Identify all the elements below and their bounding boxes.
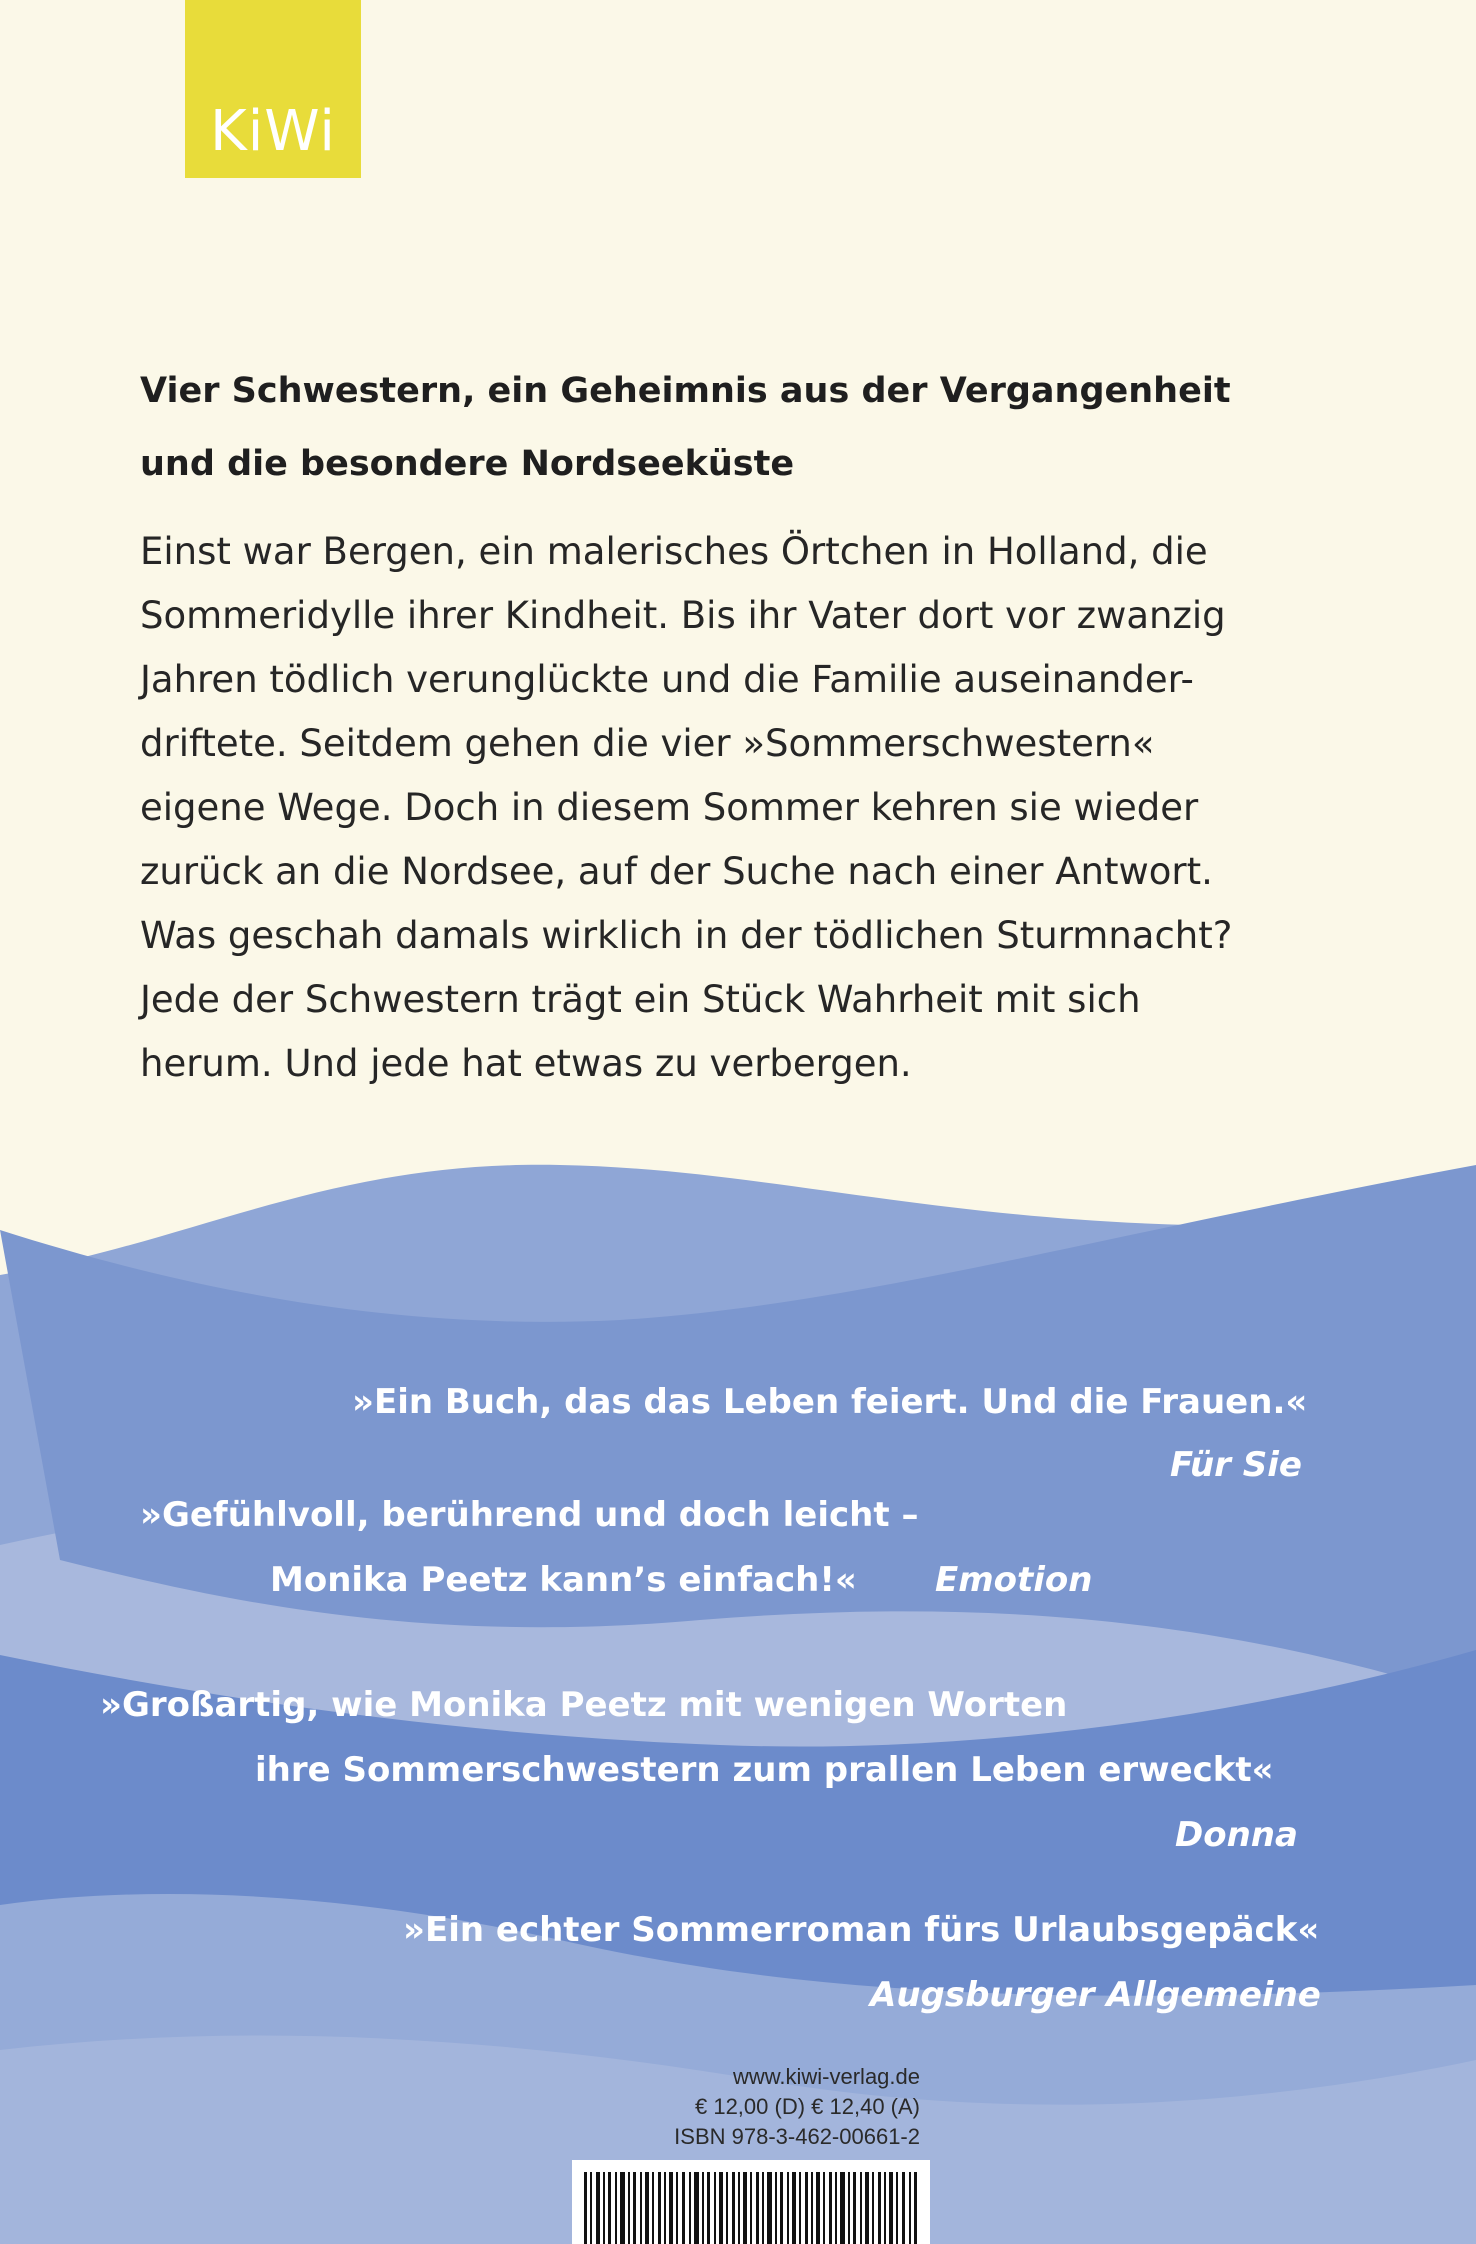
quote-source-fuer-sie: Für Sie: [1170, 1445, 1302, 1485]
blurb-line: driftete. Seitdem gehen die vier »Sommerschwestern«: [140, 722, 1155, 765]
quote-emotion-line1: »Gefühlvoll, berührend und doch leicht –: [140, 1495, 919, 1535]
headline-line: und die besondere Nordseeküste: [140, 444, 795, 484]
blurb-line: Jahren tödlich verunglückte und die Familie auseinander-: [140, 658, 1194, 701]
blurb-line: Jede der Schwestern trägt ein Stück Wahrheit mit sich: [140, 978, 1141, 1021]
blurb: [140, 520, 1360, 1096]
quote-fuer-sie: »Ein Buch, das das Leben feiert. Und die Frauen.«: [352, 1382, 1308, 1422]
barcode: [572, 2160, 930, 2244]
quote-donna-line2: ihre Sommerschwestern zum prallen Leben erweckt«: [255, 1750, 1274, 1790]
publisher-price: € 12,00 (D) € 12,40 (A): [694, 2094, 920, 2119]
blurb-line: Was geschah damals wirklich in der tödlichen Sturmnacht?: [140, 914, 1233, 957]
blurb-line: Sommeridylle ihrer Kindheit. Bis ihr Vater dort vor zwanzig: [140, 594, 1226, 637]
blurb-line: zurück an die Nordsee, auf der Suche nach einer Antwort.: [140, 850, 1213, 893]
quote-augsburger: »Ein echter Sommerroman fürs Urlaubsgepäck«: [403, 1910, 1320, 1950]
kiwi-logo: KiWi: [185, 0, 361, 178]
headline: [140, 355, 1340, 501]
publisher-url: www.kiwi-verlag.de: [732, 2064, 920, 2089]
blurb-line: Einst war Bergen, ein malerisches Örtchen in Holland, die: [140, 530, 1208, 573]
barcode-bars: [572, 2160, 930, 2244]
quote-source-donna: Donna: [1175, 1815, 1298, 1855]
quote-source-emotion: Emotion: [935, 1560, 1093, 1600]
headline-line: Vier Schwestern, ein Geheimnis aus der Vergangenheit: [140, 371, 1231, 411]
quote-emotion-line2: Monika Peetz kann’s einfach!«: [270, 1560, 857, 1600]
quote-donna-line1: »Großartig, wie Monika Peetz mit wenigen Worten: [100, 1685, 1068, 1725]
quote-source-augsburger: Augsburger Allgemeine: [870, 1975, 1321, 2015]
publisher-isbn: ISBN 978-3-462-00661-2: [674, 2124, 920, 2149]
blurb-line: eigene Wege. Doch in diesem Sommer kehren sie wieder: [140, 786, 1199, 829]
blurb-line: herum. Und jede hat etwas zu verbergen.: [140, 1042, 912, 1085]
